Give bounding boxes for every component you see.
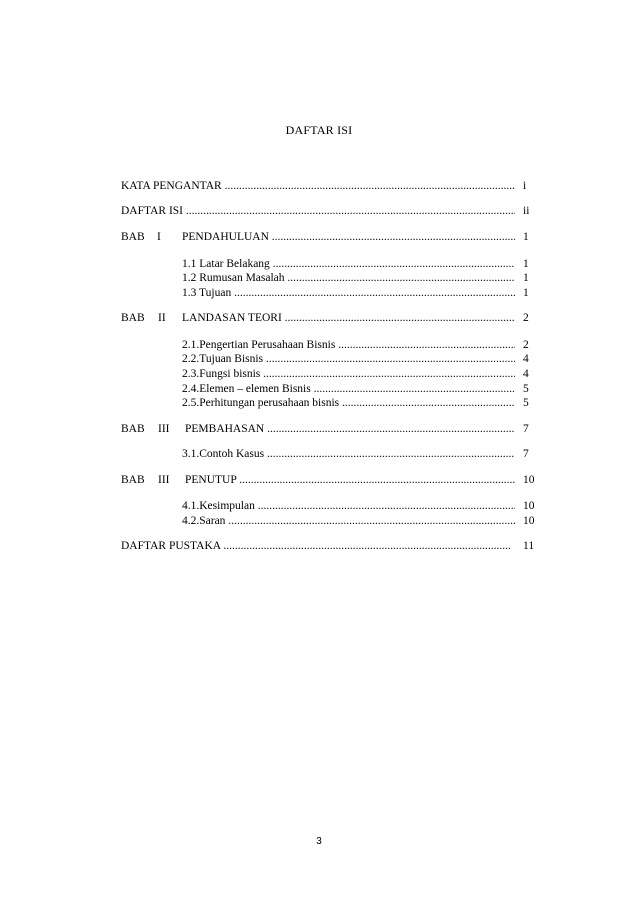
toc-subentry — [121, 446, 541, 462]
toc-entry-page: 5 — [523, 397, 529, 409]
toc-entry-text: 1.3 Tujuan ..... — [182, 285, 515, 301]
toc-chapter — [121, 310, 541, 326]
toc-subentry — [121, 351, 541, 367]
toc-entry — [121, 203, 541, 219]
toc-entry-page: ii — [523, 205, 530, 217]
toc-entry-page: 11 — [523, 540, 535, 552]
chapter-numeral: III — [158, 474, 170, 486]
toc-chapter — [121, 472, 541, 488]
toc-subentry — [121, 270, 541, 286]
toc-entry-text: PEMBAHASAN ..... — [185, 421, 515, 437]
toc-subentry — [121, 366, 541, 382]
chapter-word: BAB — [121, 312, 145, 324]
toc-entry-text: 2.1.Pengertian Perusahaan Bisnis ..... — [182, 337, 515, 353]
toc-entry-text: 2.4.Elemen – elemen Bisnis ..... — [182, 381, 515, 397]
toc-chapter — [121, 421, 541, 437]
toc-entry — [121, 178, 541, 194]
toc-subentry — [121, 498, 541, 514]
toc-entry-text: 2.3.Fungsi bisnis ..... — [182, 366, 515, 382]
page-number: 3 — [316, 836, 322, 847]
toc-entry-page: 10 — [523, 474, 535, 486]
toc-entry-page: 7 — [523, 423, 529, 435]
chapter-label — [121, 310, 181, 326]
toc-entry-page: 1 — [523, 258, 529, 270]
toc-entry-text: 3.1.Contoh Kasus ..... — [182, 446, 515, 462]
chapter-label — [121, 229, 181, 245]
chapter-word: BAB — [121, 231, 145, 243]
toc-entry-page: 1 — [523, 231, 529, 243]
toc-entry-text: 4.2.Saran ..... — [182, 513, 515, 529]
toc-entry-page: 7 — [523, 448, 529, 460]
toc-entry-page: 10 — [523, 515, 535, 527]
toc-entry-page: i — [523, 180, 527, 192]
chapter-numeral: I — [157, 231, 161, 243]
toc-entry-text: 2.5.Perhitungan perusahaan bisnis ..... — [182, 395, 515, 411]
toc-entry-text: 1.2 Rumusan Masalah ..... — [182, 270, 515, 286]
chapter-numeral: II — [158, 312, 166, 324]
chapter-numeral: III — [158, 423, 170, 435]
chapter-word: BAB — [121, 423, 145, 435]
page-title: DAFTAR ISI — [285, 123, 353, 137]
toc-entry-page: 10 — [523, 500, 535, 512]
toc-entry-page: 1 — [523, 287, 529, 299]
toc-subentry — [121, 285, 541, 301]
toc-entry-page: 1 — [523, 272, 529, 284]
toc-entry-page: 2 — [523, 339, 529, 351]
toc-entry-text: DAFTAR ISI ..... — [121, 203, 515, 219]
toc-entry-text: 1.1 Latar Belakang ..... — [182, 256, 515, 272]
toc-entry-page: 2 — [523, 312, 529, 324]
chapter-word: BAB — [121, 474, 145, 486]
chapter-label — [121, 421, 181, 437]
chapter-label — [121, 472, 181, 488]
toc-entry-page: 4 — [523, 368, 529, 380]
toc-subentry — [121, 513, 541, 529]
toc-entry-text: LANDASAN TEORI ..... — [182, 310, 515, 326]
toc-entry-text: KATA PENGANTAR ..... — [121, 178, 515, 194]
toc-entry-text: PENUTUP ..... — [185, 472, 515, 488]
toc-entry-text: 2.2.Tujuan Bisnis ..... — [182, 351, 515, 367]
toc-entry-text: 4.1.Kesimpulan ..... — [182, 498, 515, 514]
toc-entry-text: DAFTAR PUSTAKA ..... — [121, 538, 511, 554]
toc-entry-page: 4 — [523, 353, 529, 365]
toc-entry — [121, 538, 541, 554]
toc-chapter — [121, 229, 541, 245]
toc-subentry — [121, 395, 541, 411]
toc-entry-page: 5 — [523, 383, 529, 395]
toc-entry-text: PENDAHULUAN ..... — [182, 229, 515, 245]
